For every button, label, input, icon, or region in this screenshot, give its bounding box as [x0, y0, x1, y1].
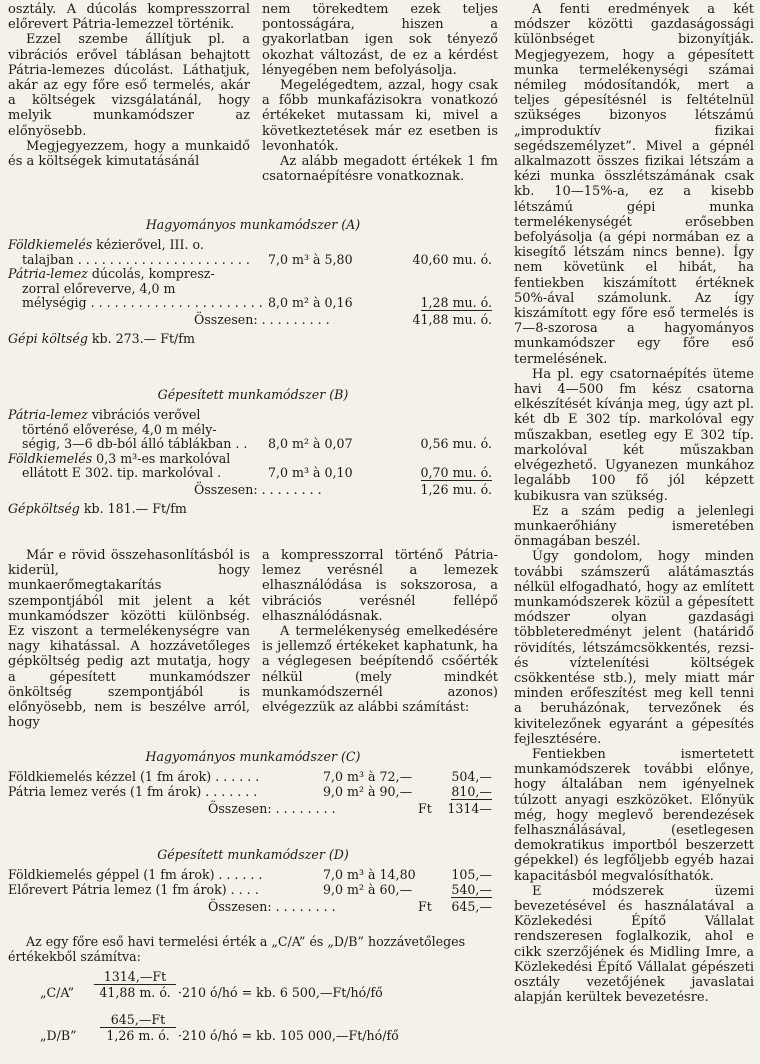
table-d-title: Gépesített munkamódszer (D) — [157, 847, 349, 862]
paragraph: Fentiekben ismertetett munkamódszerek további előnye, hogy általában nem igényelnek túlzott anyagi eszközöket. Előnyük még, hogy meglevő berendezések felhasználásával, (esetlegesen demokratikus importból beszerzett gépekkel) és legfőljebb egyéb hazai kapacitásból megvalósíthatók. — [514, 746, 754, 884]
ratio-label-db: „D/B” — [40, 1028, 77, 1043]
table-c-title: Hagyományos munkamódszer (C) — [145, 749, 361, 764]
section-a-table — [8, 218, 498, 346]
paragraph: E módszerek üzemi bevezetésével és használatával a Közlekedési Építő Vállalat rendszeresen foglalkozik, ahol e cikk szerzőjének és Midling Imre, a Közlekedési Építő Vállalat gépészeti osztály vezetőjének javaslatai alapján kerültek bevezetésre. — [514, 883, 754, 1006]
table-row: Összesen: . . . . . . . . Ft 645,— — [208, 899, 492, 915]
text-column-right — [514, 2, 754, 1005]
table-row: Pátria-lemez dúcolás, kompresz- — [8, 266, 215, 282]
calc-result-db: ·210 ó/hó = kb. 105 000,—Ft/hó/fő — [178, 1028, 399, 1043]
table-c — [8, 750, 498, 817]
section-b-title: Gépesített munkamódszer (B) — [157, 387, 349, 402]
paragraph: Ez a szám pedig a jelenlegi munkaerőhiány ismeretében önmagában beszél. — [514, 503, 754, 550]
machine-cost: Gépi költség kb. 273.— Ft/fm — [8, 330, 195, 346]
section-a-title: Hagyományos munkamódszer (A) — [145, 217, 361, 232]
paragraph: Ezzel szembe állítjuk pl. a vibrációs erővel táblásan behajtott Pátria-lemezes dúcolást. Láthatjuk, akár az egy főre eső termelés, akár a költségek vizsgálatánál, hogy melyik munkamódszer az előnyösebb. — [8, 32, 250, 139]
table-row: talajban . . . . . . . . . . . . . . . . . . . . . . 7,0 m³ à 5,80 40,60 mu. ó. — [22, 251, 492, 267]
machine-cost: Gépköltség kb. 181.— Ft/fm — [8, 500, 187, 516]
table-row: Összesen: . . . . . . . . Ft 1314— — [208, 801, 492, 817]
table-row: Földkiemelés géppel (1 fm árok) . . . . . . 7,0 m³ à 14,80 105,— — [8, 867, 492, 883]
table-d — [8, 848, 498, 915]
table-row: történő előverése, 4,0 m mély- — [22, 421, 217, 437]
paragraph: Már e rövid összehasonlításból is kiderül, hogy munkaerőmegtakarítás szempontjából mit jelent a két munkamódszer közötti különbség. Ez viszont a termelékenységre van nagy kihatással. A hozzávetőleges gépköltség pedig azt mutatja, hogy a gépesített munkamódszer önköltség szempontjából is előnyösebb, nem is beszélve arról, hogy — [8, 548, 250, 731]
table-row: mélységig . . . . . . . . . . . . . . . . . . . . . . 8,0 m² à 0,16 1,28 mu. ó. — [22, 294, 492, 310]
text-column-lower-left — [8, 548, 250, 730]
table-row: Előrevert Pátria lemez (1 fm árok) . . . . 9,0 m² à 60,— 540,— — [8, 881, 492, 897]
paragraph: Megelégedtem, azzal, hogy csak a főbb munkafázisokra vonatkozó értékeket mutassam ki, mivel a következtetések már ez esetben is levonhatók. — [262, 78, 498, 154]
calc-result-ca: ·210 ó/hó = kb. 6 500,—Ft/hó/fő — [178, 985, 383, 1000]
table-row: Földkiemelés kézzel (1 fm árok) . . . . . . 7,0 m³ à 72,— 504,— — [8, 769, 492, 785]
fraction-ca: $\frac{1314,—Ft}{41,88 m. ó.}$ — [94, 969, 176, 1000]
text-column-middle — [262, 2, 498, 184]
section-b-table — [8, 388, 498, 516]
table-row: zorral előreverve, 4,0 m — [22, 280, 176, 296]
paragraph: Megjegyezzem, hogy a munkaidő és a költségek kimutatásánál — [8, 138, 250, 170]
text-column-lower-middle — [262, 548, 498, 715]
text-column-left — [8, 2, 250, 169]
table-row: ellátott E 302. tip. markolóval . 7,0 m³ à 0,10 0,70 mu. ó. — [22, 464, 492, 480]
paragraph: osztály. A dúcolás kompresszorral előrevert Pátria-lemezzel történik. — [8, 2, 250, 33]
paragraph: A fenti eredmények a két módszer közötti gazdaságossági különbséget bizonyítják. Megjegyezem, hogy a gépesített munka termelékenységi számai némileg módosítandók, mert a teljes gépesítésnél is feltételnül szükséges bizonyos létszámú „improduktív fizikai segédszemélyzet”. Mivel a gépnél alkalmazott összes fizikai létszám a kézi munka összlétszámának csak kb. 10—15%-a, ez a kisebb létszámú gépi munka termelékenységét erősebben befolyásolja (a gépi normában ez a kisegítő létszám nincs benne). Így nem követünk el hibát, ha fentiekben kiszámított értéknek 50%-ával számolunk. Az így kiszámított egy főre eső termelés is 7—8-szorosa a hagyományos munkamódszer egy főre eső termelésének. — [514, 2, 754, 367]
table-row: Földkiemelés 0,3 m³-es markolóval — [8, 450, 231, 466]
paragraph: A termelékenység emelkedésére is jellemző értékeket kaphatunk, ha a véglegesen beépítendő csőérték nélkül (mely mindkét munkamódszernél azonos) elvégezzük az alábbi számítást: — [262, 624, 498, 716]
table-row: Földkiemelés kézierővel, III. o. — [8, 237, 204, 253]
paragraph: Az alább megadott értékek 1 fm csatornaépítésre vonatkoznak. — [262, 154, 498, 185]
ratio-label-ca: „C/A” — [40, 985, 75, 1000]
table-row: Pátria lemez verés (1 fm árok) . . . . . . . 9,0 m² à 90,— 810,— — [8, 783, 492, 799]
paragraph: a kompresszorral történő Pátria-lemez verésnél a lemezek elhasználódása is sokszorosa, a vibrációs verésnél fellépő elhasználódásnak. — [262, 548, 498, 624]
calc-intro: Az egy főre eső havi termelési érték a „C/A” és „D/B” hozzávetőleges értékekből számítva: — [8, 934, 466, 964]
paragraph: Ha pl. egy csatornaépítés üteme havi 4—500 fm kész csatorna elkészítését kívánja meg, úgy azt pl. két db E 302 típ. markolóval egy műszakban, esetleg egy E 302 típ. markolóval két műszakban elvégezhető. Ugyanezen munkához legalább 100 fő jól képzett kubikusra van szükség. — [514, 366, 754, 504]
table-row: Pátria-lemez vibrációs verővel — [8, 407, 201, 423]
table-row: Összesen: . . . . . . . . 1,26 mu. ó. — [194, 482, 492, 498]
table-row: ségig, 3—6 db-ból álló táblákban . . 8,0 m² à 0,07 0,56 mu. ó. — [22, 436, 492, 452]
table-row: Összesen: . . . . . . . . . 41,88 mu. ó. — [194, 312, 492, 328]
fraction-db: $\frac{645,—Ft}{1,26 m. ó.}$ — [100, 1012, 176, 1043]
paragraph: nem törekedtem ezek teljes pontosságára, hiszen a gyakorlatban igen sok tényező okozhat változást, de ez a kérdést lényegében nem befolyásolja. — [262, 2, 498, 78]
paragraph: Úgy gondolom, hogy minden további számszerű alátámasztás nélkül elfogadható, hogy az említett munkamódszerek közül a gépesített módszer olyan gazdasági többleteredményt jelent (határidő rövidítés, létszámcsökkentés, rezsi- és víztelenítési költségek csökkentése stb.), mely miatt már minden erőfeszítést meg kell tenni a beruházónak, tervezőnek és kivitelezőnek egyaránt a gépesítés fejlesztésére. — [514, 549, 754, 747]
